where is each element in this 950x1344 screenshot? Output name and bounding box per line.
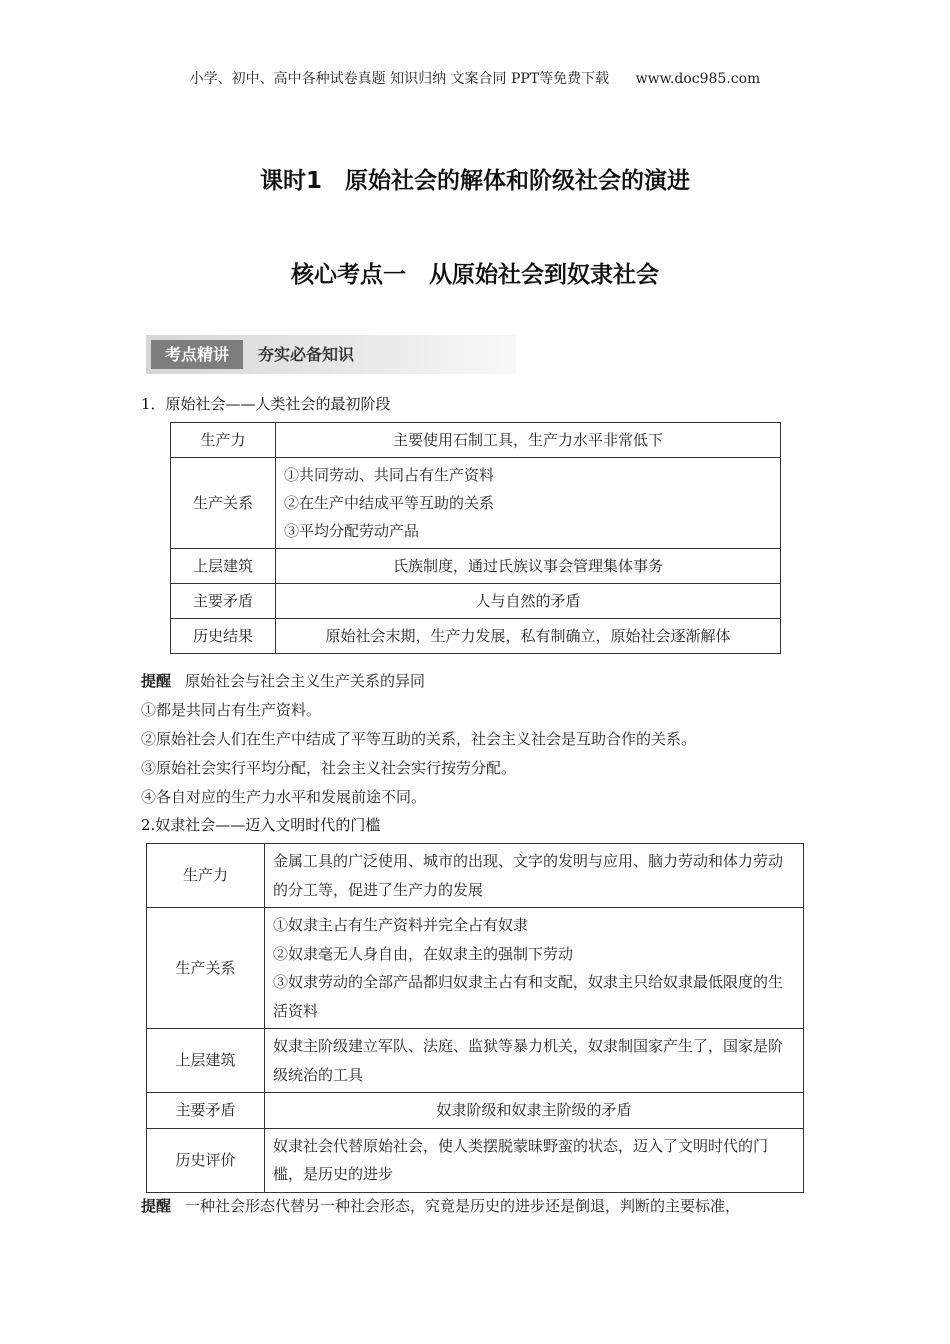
row-content — [265, 908, 804, 1029]
remark2-text: 一种社会形态代替另一种社会形态，究竟是历史的进步还是倒退，判断的主要标准， — [185, 1197, 741, 1215]
row-content — [276, 584, 781, 619]
primitive-society-table — [170, 422, 781, 654]
row-content — [265, 1029, 804, 1093]
row-label: 历史结果 — [171, 619, 276, 654]
row-content — [276, 619, 781, 654]
remark1-item: ③原始社会实行平均分配，社会主义社会实行按劳分配。 — [141, 759, 517, 777]
table-row — [147, 844, 804, 908]
table-row — [171, 423, 781, 458]
row-line: ③平均分配劳动产品 — [284, 522, 420, 540]
row-content — [265, 1128, 804, 1192]
row-label: 生产力 — [171, 423, 276, 458]
row-label: 生产力 — [147, 844, 265, 908]
remark1-line — [141, 670, 425, 691]
banner-subtitle: 夯实必备知识 — [258, 345, 355, 364]
row-line: ②在生产中结成平等互助的关系 — [284, 494, 495, 512]
remark2-line — [141, 1195, 740, 1216]
header-text: 小学、初中、高中各种试卷真题 知识归纳 文案合同 PPT等免费下载 — [189, 71, 610, 87]
row-label: 历史评价 — [147, 1128, 265, 1192]
row-content — [276, 423, 781, 458]
remark1-label: 提醒 — [141, 672, 172, 690]
table-row — [147, 1128, 804, 1192]
row-label: 上层建筑 — [147, 1029, 265, 1093]
table-row — [171, 584, 781, 619]
row-content — [276, 458, 781, 549]
row-line: 人与自然的矛盾 — [475, 592, 581, 610]
banner-tag: 考点精讲 — [151, 340, 243, 369]
table-row — [171, 549, 781, 584]
row-content — [276, 549, 781, 584]
row-label: 主要矛盾 — [147, 1093, 265, 1129]
row-label: 上层建筑 — [171, 549, 276, 584]
remark1-item: ②原始社会人们在生产中结成了平等互助的关系，社会主义社会是互助合作的关系。 — [141, 730, 697, 748]
row-content — [265, 844, 804, 908]
row-label: 主要矛盾 — [171, 584, 276, 619]
row-line: ①共同劳动、共同占有生产资料 — [284, 466, 495, 484]
row-label: 生产关系 — [147, 908, 265, 1029]
remark1-item: ④各自对应的生产力水平和发展前途不同。 — [141, 788, 427, 806]
row-line: 金属工具的广泛使用、城市的出现、文字的发明与应用、脑力劳动和体力劳动的分工等，促进了生产力的发展 — [273, 852, 784, 899]
page-header — [0, 68, 950, 88]
row-line: 奴隶阶级和奴隶主阶级的矛盾 — [436, 1101, 632, 1119]
lesson-title: 课时1 原始社会的解体和阶级社会的演进 — [259, 168, 690, 194]
slave-society-table — [146, 843, 804, 1193]
row-line: ②奴隶毫无人身自由，在奴隶主的强制下劳动 — [273, 944, 574, 963]
row-line: 奴隶社会代替原始社会，使人类摆脱蒙昧野蛮的状态，迈入了文明时代的门槛，是历史的进步 — [273, 1136, 769, 1183]
row-line: 奴隶主阶级建立军队、法庭、监狱等暴力机关，奴隶制国家产生了，国家是阶级统治的工具 — [273, 1037, 784, 1084]
section1-heading: 1．原始社会——人类社会的最初阶段 — [141, 395, 391, 413]
table-row — [171, 458, 781, 549]
row-line: 氏族制度，通过氏族议事会管理集体事务 — [392, 557, 663, 575]
section-banner — [146, 335, 516, 374]
section2-heading: 2.奴隶社会——迈入文明时代的门槛 — [141, 816, 381, 834]
core-point-title: 核心考点一 从原始社会到奴隶社会 — [291, 262, 659, 288]
row-line: ①奴隶主占有生产资料并完全占有奴隶 — [273, 916, 529, 934]
row-content — [265, 1093, 804, 1129]
remark1-item: ①都是共同占有生产资料。 — [141, 701, 322, 719]
row-line: 主要使用石制工具，生产力水平非常低下 — [392, 431, 663, 449]
table-row — [171, 619, 781, 654]
remark2-label: 提醒 — [141, 1197, 172, 1215]
table-row — [147, 1029, 804, 1093]
header-url[interactable]: www.doc985.com — [635, 71, 761, 87]
row-label: 生产关系 — [171, 458, 276, 549]
remark1-title: 原始社会与社会主义生产关系的异同 — [185, 672, 426, 690]
row-line: ③奴隶劳动的全部产品都归奴隶主占有和支配，奴隶主只给奴隶最低限度的生活资料 — [273, 973, 784, 1020]
table-row — [147, 908, 804, 1029]
table-row — [147, 1093, 804, 1129]
row-line: 原始社会末期，生产力发展，私有制确立，原始社会逐渐解体 — [325, 627, 731, 645]
